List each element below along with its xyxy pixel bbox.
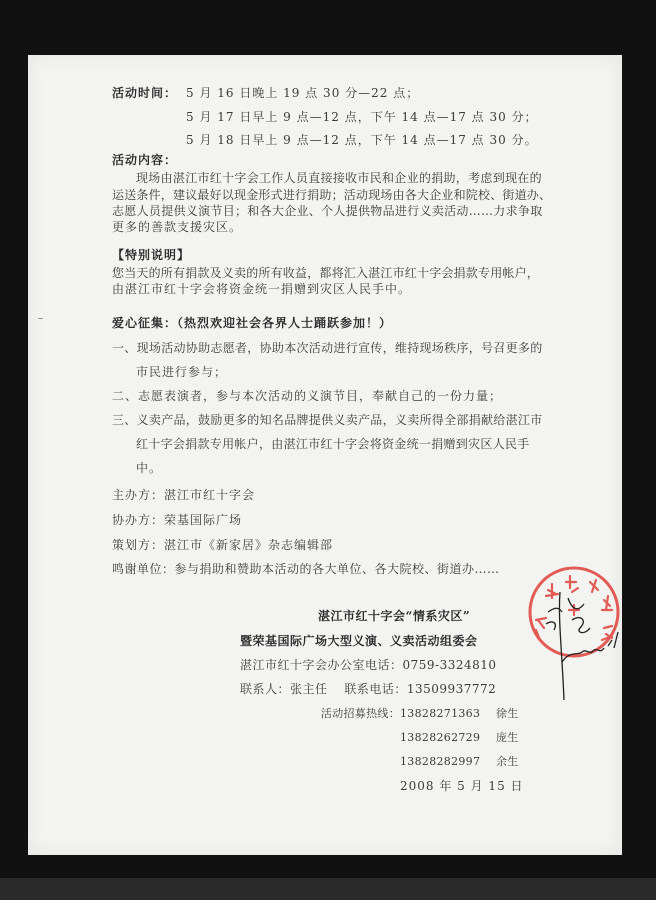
thanks: 鸣谢单位：参与捐助和赞助本活动的各大单位、各大院校、街道办……	[112, 562, 500, 576]
hotline-name: 徐生	[496, 707, 519, 720]
content-line: 运送条件，建议最好以现金形式进行捐助；活动现场由各大企业和院校、街道办、	[112, 188, 552, 202]
recruit-label: 爱心征集：（热烈欢迎社会各界人士踊跃参加！）	[112, 316, 393, 330]
content-line: 志愿人员提供义演节目；和各大企业、个人提供物品进行义卖活动……力求争取	[112, 204, 543, 218]
schedule-line: 5 月 18 日早上 9 点—12 点，下午 14 点—17 点 30 分。	[186, 133, 538, 147]
seal-stamp	[530, 568, 618, 656]
host: 主办方：湛江市红十字会	[112, 488, 256, 502]
schedule-line: 5 月 16 日晚上 19 点 30 分—22 点；	[186, 86, 420, 100]
recruit-item: 红十字会捐款专用帐户，由湛江市红十字会将资金统一捐赠到灾区人民手	[136, 437, 530, 451]
special-label: 【特别说明】	[112, 248, 191, 262]
document-date: 2008 年 5 月 15 日	[400, 779, 524, 793]
hotline-name: 余生	[496, 755, 519, 768]
hotline-number: 13828282997	[400, 755, 481, 768]
schedule-line: 5 月 17 日早上 9 点—12 点，下午 14 点—17 点 30 分；	[186, 110, 538, 124]
recruit-item: 二、志愿表演者，参与本次活动的义演节目，奉献自己的一份力量；	[112, 389, 503, 403]
contact: 联系人：张主任 联系电话：13509937772	[240, 682, 497, 696]
planner: 策划方：湛江市《新家居》杂志编辑部	[112, 538, 334, 552]
content-line: 现场由湛江市红十字会工作人员直接接收市民和企业的捐助，考虑到现在的	[136, 171, 542, 185]
hotline-number: 13828262729	[400, 731, 481, 744]
hotline-label: 活动招募热线：	[320, 707, 400, 720]
co-host: 协办方：荣基国际广场	[112, 513, 243, 527]
special-line: 您当天的所有捐款及义卖的所有收益，都将汇入湛江市红十字会捐款专用帐户，	[112, 266, 540, 280]
recruit-item: 中。	[136, 461, 163, 475]
content-line: 更多的善款支援灾区。	[112, 220, 243, 234]
recruit-item: 一、现场活动协助志愿者，协助本次活动进行宣传，维持现场秩序，号召更多的	[112, 341, 543, 355]
content-label: 活动内容：	[112, 153, 178, 167]
org-line2: 暨荣基国际广场大型义演、义卖活动组委会	[240, 634, 478, 648]
schedule-label: 活动时间：	[112, 86, 178, 100]
recruit-item: 市民进行参与；	[136, 365, 228, 379]
recruit-item: 三、义卖产品，鼓励更多的知名品牌提供义卖产品，义卖所得全部捐献给湛江市	[112, 413, 543, 427]
hotline-name: 庞生	[496, 731, 519, 744]
hotline-number: 13828271363	[400, 707, 481, 720]
office-phone: 湛江市红十字会办公室电话：0759-3324810	[240, 658, 497, 672]
org-line1: 湛江市红十字会“情系灾区”	[318, 609, 471, 623]
special-line: 由湛江市红十字会将资金统一捐赠到灾区人民手中。	[112, 282, 412, 296]
